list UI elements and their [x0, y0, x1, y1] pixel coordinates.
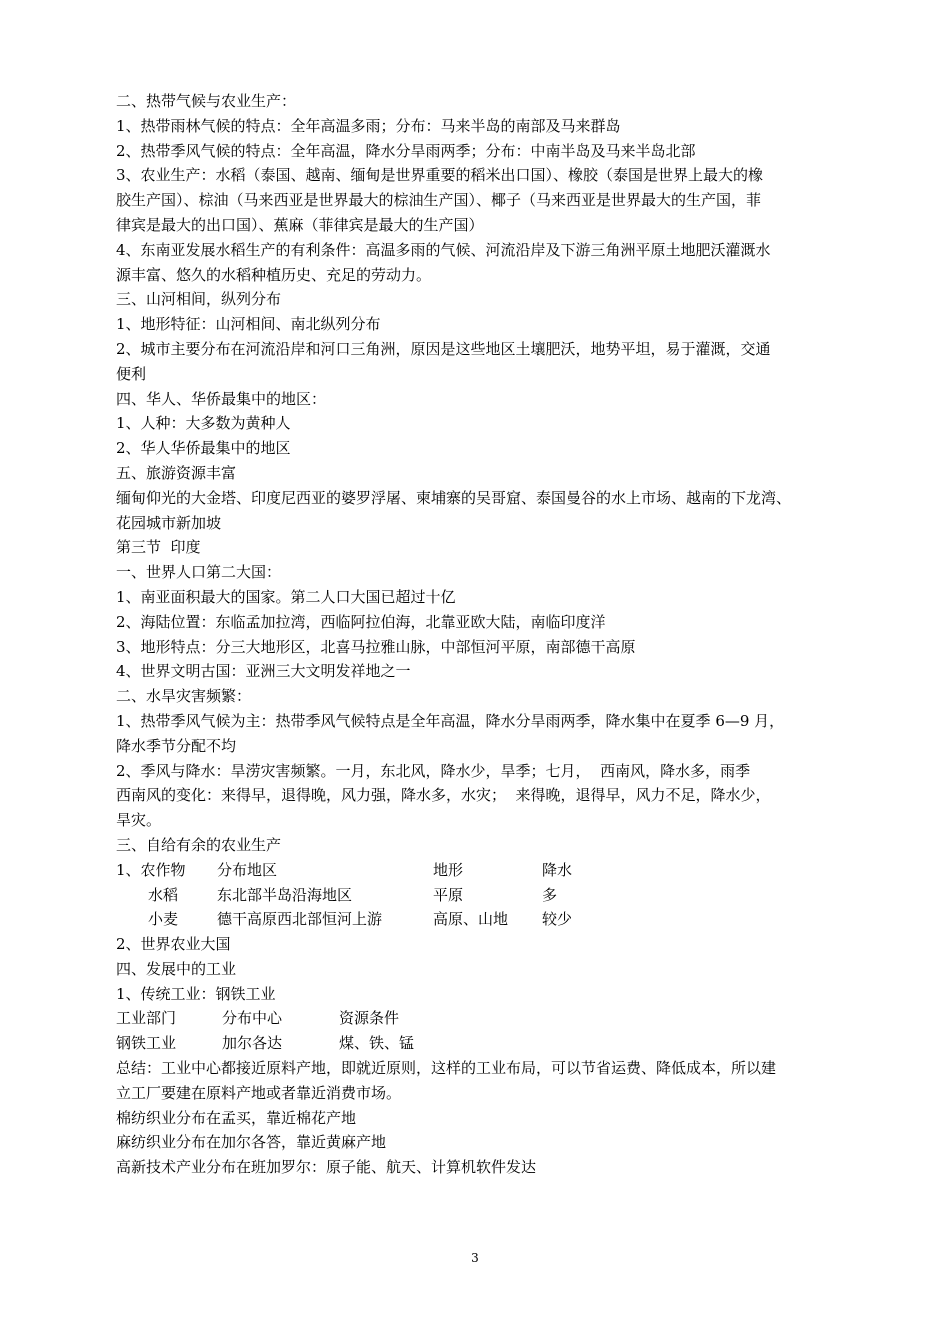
text-line: 1、人种：大多数为黄种人	[116, 414, 291, 433]
industry-resources: 煤、铁、锰	[339, 1034, 415, 1053]
text-line: 麻纺织业分布在加尔各答，靠近黄麻产地	[116, 1133, 387, 1152]
text-line: 2、华人华侨最集中的地区	[116, 439, 291, 458]
text-line: 1、传统工业：钢铁工业	[116, 984, 276, 1003]
text-line: 2、城市主要分布在河流沿岸和河口三角洲，原因是这些地区土壤肥沃，地势平坦，易于灌溉，交通	[116, 339, 771, 358]
text-line: 3、地形特点：分三大地形区，北喜马拉雅山脉，中部恒河平原，南部德干高原	[116, 637, 636, 656]
text-line: 2、海陆位置：东临孟加拉湾，西临阿拉伯海，北靠亚欧大陆，南临印度洋	[116, 612, 606, 631]
industry-table-header	[116, 1006, 856, 1031]
text-line: 第三节 印度	[116, 538, 201, 557]
text-line: 二、热带气候与农业生产：	[116, 92, 297, 110]
crop-terrain: 平原	[433, 885, 464, 904]
text-line: 三、山河相间，纵列分布	[116, 290, 282, 309]
text-line: 1、南亚面积最大的国家。第二人口大国已超过十亿	[116, 587, 456, 606]
text-line: 三、自给有余的农业生产	[116, 835, 282, 854]
crops-header-region: 分布地区	[217, 860, 278, 879]
text-line: 一、世界人口第二大国：	[116, 563, 282, 582]
industry-header-sector: 工业部门	[116, 1009, 177, 1028]
text-line: 1、热带季风气候为主：热带季风气候特点是全年高温，降水分旱雨两季，降水集中在夏季 6—9 月，	[116, 711, 785, 730]
text-line: 棉纺织业分布在孟买，靠近棉花产地	[116, 1108, 357, 1127]
crops-header-crop: 1、农作物	[116, 860, 186, 879]
text-line: 立工厂要建在原料产地或者靠近消费市场。	[116, 1083, 402, 1102]
crop-region: 东北部半岛沿海地区	[217, 885, 353, 904]
industry-table	[116, 1006, 856, 1056]
text-line: 胶生产国）、棕油（马来西亚是世界最大的棕油生产国）、椰子（马来西亚是世界最大的生产国，菲	[116, 191, 762, 210]
text-line: 四、华人、华侨最集中的地区：	[116, 389, 327, 408]
text-line: 4、世界文明古国：亚洲三大文明发祥地之一	[116, 662, 411, 681]
crop-region: 德干高原西北部恒河上游	[217, 910, 383, 929]
text-line: 西南风的变化：来得早，退得晚，风力强，降水多，水灾； 来得晚，退得早，风力不足，降水少，	[116, 786, 771, 805]
crops-table	[116, 858, 856, 932]
text-line: 1、热带雨林气候的特点：全年高温多雨；分布：马来半岛的南部及马来群岛	[116, 116, 621, 135]
text-line: 花园城市新加坡	[116, 513, 222, 532]
page-number: 3	[471, 1251, 479, 1265]
text-block-summary	[116, 1056, 856, 1180]
industry-header-center: 分布中心	[222, 1009, 283, 1028]
crop-name: 小麦	[148, 910, 179, 929]
text-block-industry-intro	[116, 932, 856, 1006]
text-line: 4、东南亚发展水稻生产的有利条件：高温多雨的气候、河流沿岸及下游三角洲平原土地肥沃灌溉水	[116, 240, 771, 259]
text-line: 总结：工业中心都接近原料产地，即就近原则，这样的工业布局，可以节省运费、降低成本，所以建	[116, 1059, 777, 1078]
text-line: 2、季风与降水：旱涝灾害频繁。一月，东北风，降水少，旱季；七月， 西南风，降水多，雨季	[116, 761, 751, 780]
text-line: 二、水旱灾害频繁：	[116, 687, 252, 706]
text-line: 3、农业生产：水稻（泰国、越南、缅甸是世界重要的稻米出口国）、橡胶（泰国是世界上最大的橡	[116, 166, 764, 185]
crop-name: 水稻	[148, 885, 179, 904]
crops-table-row	[116, 907, 856, 932]
industry-sector: 钢铁工业	[116, 1034, 177, 1053]
crops-table-row	[116, 883, 856, 908]
text-line: 五、旅游资源丰富	[116, 463, 237, 482]
crops-header-terrain: 地形	[433, 860, 464, 879]
text-line: 便利	[116, 364, 147, 383]
document-body	[116, 89, 856, 1180]
text-line: 2、世界农业大国	[116, 935, 231, 954]
text-line: 四、发展中的工业	[116, 959, 237, 978]
industry-header-resources: 资源条件	[339, 1009, 400, 1028]
crop-terrain: 高原、山地	[433, 910, 509, 929]
crops-table-header	[116, 858, 856, 883]
text-line: 1、地形特征：山河相间、南北纵列分布	[116, 315, 381, 334]
text-block-main	[116, 89, 856, 858]
industry-table-row	[116, 1031, 856, 1056]
text-line: 高新技术产业分布在班加罗尔：原子能、航天、计算机软件发达	[116, 1158, 537, 1177]
industry-center: 加尔各达	[222, 1034, 283, 1053]
text-line: 源丰富、悠久的水稻种植历史、充足的劳动力。	[116, 265, 432, 284]
text-line: 2、热带季风气候的特点：全年高温，降水分旱雨两季；分布：中南半岛及马来半岛北部	[116, 141, 696, 160]
crop-rainfall: 较少	[542, 910, 573, 929]
crop-rainfall: 多	[542, 885, 558, 904]
crops-header-rainfall: 降水	[542, 860, 573, 879]
text-line: 缅甸仰光的大金塔、印度尼西亚的婆罗浮屠、柬埔寨的吴哥窟、泰国曼谷的水上市场、越南的下龙湾、	[116, 488, 792, 507]
text-line: 律宾是最大的出口国）、蕉麻（菲律宾是最大的生产国）	[116, 215, 484, 234]
text-line: 降水季节分配不均	[116, 736, 237, 755]
text-line: 旱灾。	[116, 811, 162, 830]
